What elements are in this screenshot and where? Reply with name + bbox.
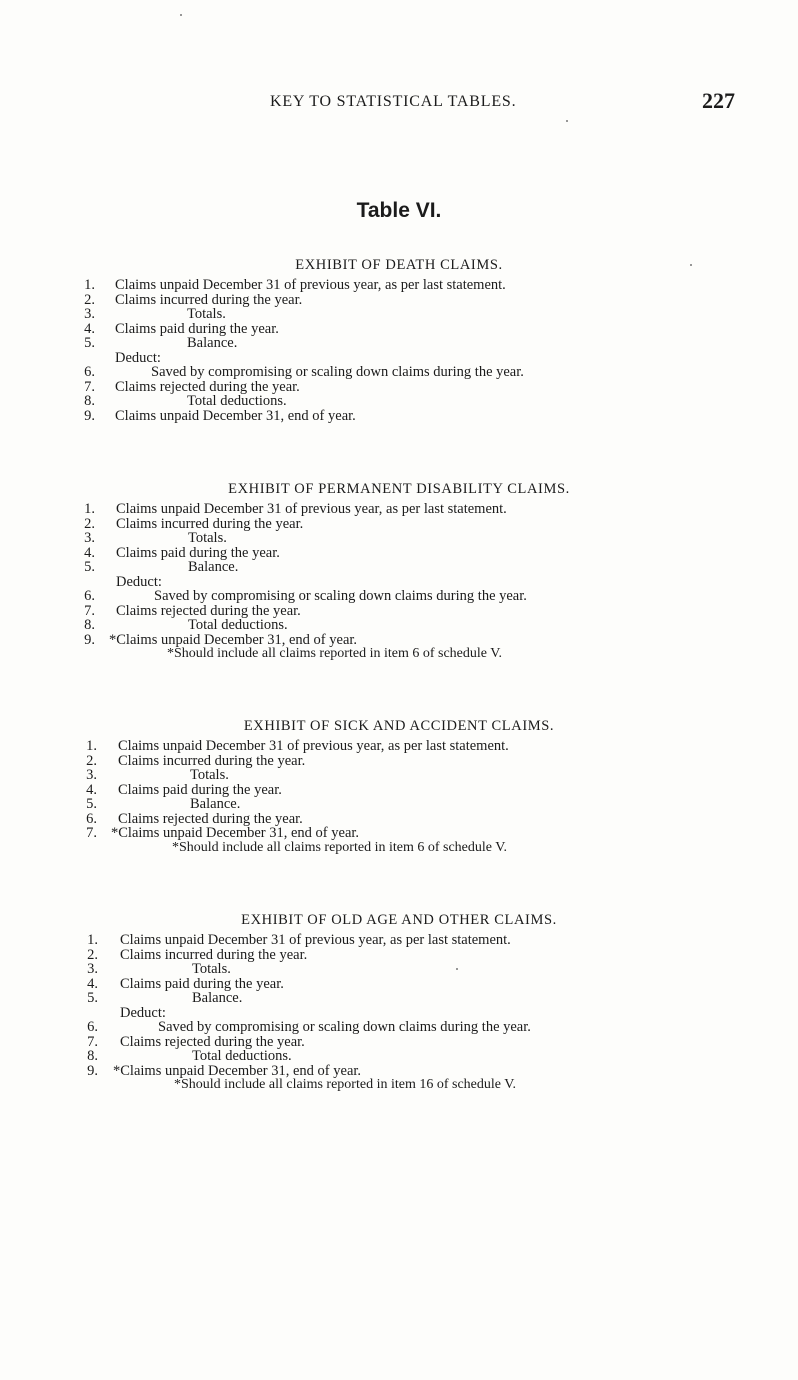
line-number: 1. [84,277,95,293]
line-text: Deduct: [116,573,162,590]
section-heading: EXHIBIT OF SICK AND ACCIDENT CLAIMS. [243,718,555,734]
line-number: 6. [84,588,95,604]
line-item [0,797,798,812]
line-text: Claims incurred during the year. [120,946,308,963]
line-text: Total deductions. [192,1048,292,1064]
table-title: Table VI. [356,199,442,222]
line-number: 8. [87,1048,98,1064]
line-text: Total deductions. [187,393,287,409]
line-number: 5. [84,335,95,351]
section-sick-accident-claims [0,715,798,855]
footnote: *Should include all claims reported in item 6 of schedule V. [167,646,503,661]
footnote-row [0,1078,798,1093]
line-text: Claims paid during the year. [116,544,280,561]
line-text: *Claims unpaid December 31, end of year. [111,825,360,841]
line-item [0,1049,798,1064]
line-number: 2. [84,291,95,308]
line-item [0,933,798,948]
line-text: Saved by compromising or scaling down claims during the year. [151,364,524,380]
line-number: 2. [84,515,95,532]
line-item [0,618,798,633]
line-item [0,1035,798,1050]
line-item [0,517,798,532]
line-text: Balance. [190,796,241,812]
line-number: 5. [86,796,97,812]
section-death-claims [0,254,798,423]
line-item [0,293,798,308]
line-number: 1. [87,932,98,948]
line-text: Totals. [188,530,227,546]
line-number: 4. [86,781,97,798]
section-heading: EXHIBIT OF PERMANENT DISABILITY CLAIMS. [228,481,570,497]
line-number: 3. [87,961,98,977]
section-heading: EXHIBIT OF OLD AGE AND OTHER CLAIMS. [241,912,557,928]
line-number: 8. [84,617,95,633]
line-text: Claims unpaid December 31 of previous year, as per last statement. [118,738,509,754]
line-text: Saved by compromising or scaling down claims during the year. [154,588,527,604]
line-item [0,546,798,561]
line-item [0,531,798,546]
line-text: Balance. [188,559,239,575]
line-item [0,754,798,769]
line-number: 1. [86,738,97,754]
line-item [0,783,798,798]
line-text: Totals. [190,767,229,783]
line-text: Deduct: [115,349,161,366]
line-item [0,409,798,424]
line-number: 7. [84,602,95,619]
line-number: 2. [87,946,98,963]
line-item [0,633,798,648]
line-number: 7. [87,1033,98,1050]
line-item [0,1006,798,1021]
running-title: KEY TO STATISTICAL TABLES. [270,93,517,110]
line-item [0,1064,798,1079]
line-number: 4. [84,544,95,561]
line-number: 7. [86,825,97,841]
line-item [0,336,798,351]
line-item [0,739,798,754]
line-number: 4. [87,975,98,992]
line-text: Claims paid during the year. [115,320,279,337]
line-item [0,826,798,841]
line-number: 6. [84,364,95,380]
line-item [0,351,798,366]
line-number: 7. [84,378,95,395]
line-text: Totals. [192,961,231,977]
line-item [0,502,798,517]
line-item [0,575,798,590]
section-old-age-other-claims [0,909,798,1093]
section-permanent-disability-claims [0,478,798,662]
line-item [0,589,798,604]
line-number: 6. [87,1019,98,1035]
scan-speck [690,264,692,266]
line-number: 3. [86,767,97,783]
line-number: 8. [84,393,95,409]
line-text: Claims rejected during the year. [116,602,301,619]
line-text: Claims rejected during the year. [118,810,303,827]
line-item [0,307,798,322]
line-item [0,948,798,963]
line-item [0,977,798,992]
line-number: 1. [84,501,95,517]
line-text: Balance. [192,990,243,1006]
scan-speck [566,120,568,122]
line-number: 3. [84,530,95,546]
line-text: *Claims unpaid December 31, end of year. [109,631,358,648]
line-text: Claims unpaid December 31 of previous year, as per last statement. [115,277,506,293]
footnote: *Should include all claims reported in item 16 of schedule V. [174,1077,517,1092]
line-text: Claims paid during the year. [120,975,284,992]
line-text: Claims rejected during the year. [120,1033,305,1050]
line-item [0,365,798,380]
line-item [0,278,798,293]
line-item [0,560,798,575]
line-item [0,768,798,783]
line-text: Claims unpaid December 31, end of year. [115,407,356,424]
line-text: Claims incurred during the year. [118,752,306,769]
line-item [0,394,798,409]
line-text: Claims rejected during the year. [115,378,300,395]
line-item [0,991,798,1006]
line-number: 4. [84,320,95,337]
line-text: Total deductions. [188,617,288,633]
scan-speck [456,968,458,970]
scan-speck [180,14,182,16]
line-item [0,322,798,337]
line-item [0,380,798,395]
line-text: Claims unpaid December 31 of previous year, as per last statement. [116,501,507,517]
line-text: Claims paid during the year. [118,781,282,798]
line-number: 5. [87,990,98,1006]
line-number: 6. [86,810,97,827]
page-number: 227 [702,88,735,113]
line-text: Totals. [187,306,226,322]
footnote-row [0,841,798,856]
line-text: *Claims unpaid December 31, end of year. [113,1062,362,1079]
line-number: 9. [84,407,95,424]
line-item [0,604,798,619]
line-number: 3. [84,306,95,322]
section-heading: EXHIBIT OF DEATH CLAIMS. [295,257,503,273]
line-text: Claims incurred during the year. [116,515,304,532]
line-number: 9. [87,1062,98,1079]
line-number: 9. [84,631,95,648]
line-text: Claims unpaid December 31 of previous year, as per last statement. [120,932,511,948]
footnote-row [0,647,798,662]
line-text: Claims incurred during the year. [115,291,303,308]
line-text: Balance. [187,335,238,351]
footnote: *Should include all claims reported in item 6 of schedule V. [172,839,508,855]
line-item [0,962,798,977]
line-item [0,812,798,827]
line-number: 5. [84,559,95,575]
line-item [0,1020,798,1035]
line-text: Deduct: [120,1004,166,1021]
line-text: Saved by compromising or scaling down claims during the year. [158,1019,531,1035]
line-number: 2. [86,752,97,769]
